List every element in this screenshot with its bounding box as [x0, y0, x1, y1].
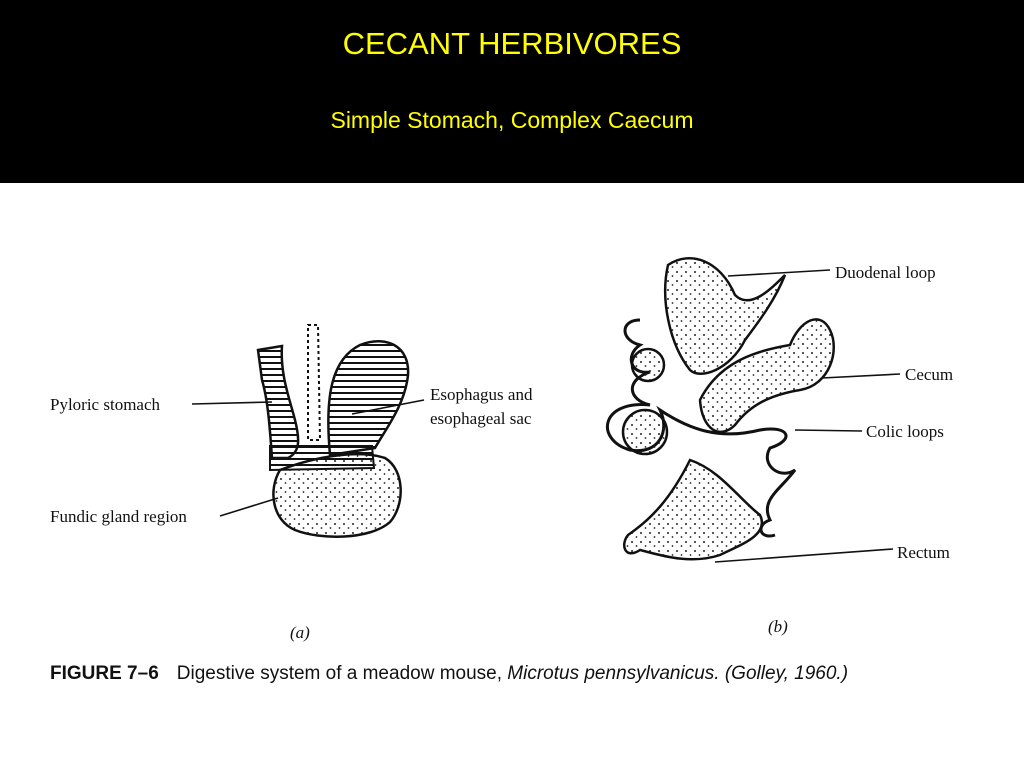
esophageal-sac-shape	[328, 341, 408, 455]
fundic-leader	[220, 498, 278, 516]
figure-number: FIGURE 7–6	[50, 663, 159, 684]
intestine-diagram	[607, 258, 833, 559]
pyloric-label: Pyloric stomach	[50, 395, 161, 414]
figure-caption	[50, 660, 980, 687]
colic-coil-shape	[623, 410, 667, 454]
stomach-diagram	[258, 325, 408, 537]
esophagus-label-line2: esophageal sac	[430, 409, 532, 428]
cecum-label: Cecum	[905, 365, 954, 384]
colic-leader	[795, 430, 862, 431]
slide-subtitle: Simple Stomach, Complex Caecum	[330, 107, 694, 133]
rectum-shape	[624, 460, 762, 559]
pyloric-leader	[192, 402, 272, 404]
panel-a-tag: (a)	[290, 623, 310, 642]
rectum-leader	[715, 549, 893, 562]
colic-label: Colic loops	[866, 422, 944, 441]
esophagus-label-line1: Esophagus and	[430, 385, 533, 404]
caption-reference: . (Golley, 1960.)	[714, 663, 849, 684]
slide-title: CECANT HERBIVORES	[342, 26, 682, 61]
colic-coil-shape	[632, 349, 664, 381]
panel-b-tag: (b)	[768, 617, 788, 636]
duodenal-leader	[728, 270, 830, 276]
duodenal-label: Duodenal loop	[835, 263, 936, 282]
fundic-gland-shape	[273, 454, 400, 537]
caption-text: Digestive system of a meadow mouse,	[176, 663, 503, 684]
fundic-label: Fundic gland region	[50, 507, 187, 526]
slide-header	[0, 0, 1024, 183]
cecum-leader	[822, 374, 900, 378]
rectum-label: Rectum	[897, 543, 950, 562]
caption-species: Microtus pennsylvanicus	[507, 663, 715, 684]
esophagus-tube-shape	[308, 325, 320, 440]
